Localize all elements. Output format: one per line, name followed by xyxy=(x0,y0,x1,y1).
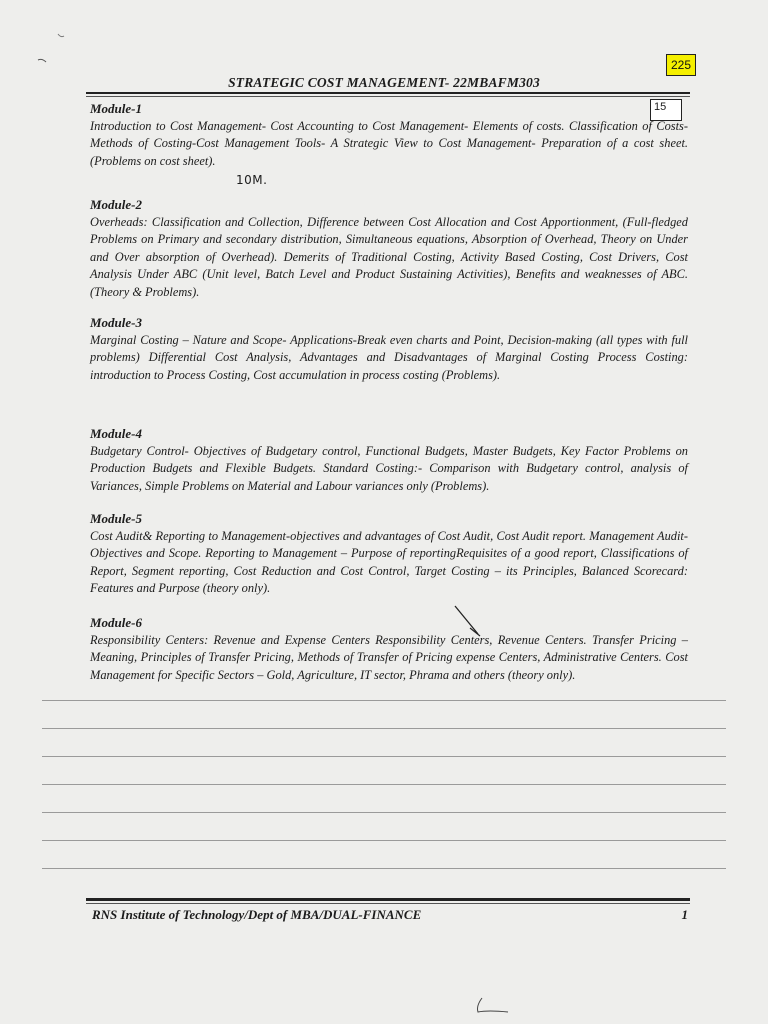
marks-box: 15 xyxy=(650,99,682,121)
pen-stroke-mark xyxy=(38,59,46,62)
module-2 xyxy=(90,197,688,315)
footer-institute: RNS Institute of Technology/Dept of MBA/DUAL-FINANCE xyxy=(92,907,422,922)
footer-rule-thin xyxy=(86,903,690,904)
pen-stroke-mark xyxy=(58,34,64,37)
module-3 xyxy=(90,315,688,426)
page-footer xyxy=(92,907,688,923)
module-heading: Module-1 xyxy=(90,101,142,116)
writing-line xyxy=(42,840,726,841)
pen-stroke-mark xyxy=(478,998,509,1012)
page-stamp: 225 xyxy=(666,54,696,76)
module-text: Overheads: Classification and Collection, Difference between Cost Allocation and Cost Apportionment, (Full-fledged Problems on Primary and secondary distribution, Simultaneous equations, Absorption of Overhead, Theory on Under and Over absorption of Overhead). Demerits of Traditional Costing, Activity Based Costing, Cost Drivers, Cost Analysis Under ABC (Unit level, Batch Level and Product Sustaining Activities), Benefits and weaknesses of ABC. (Theory & Problems). xyxy=(90,215,688,299)
module-heading: Module-4 xyxy=(90,426,142,441)
footer-rule xyxy=(86,898,690,901)
writing-line xyxy=(42,700,726,701)
header-rule xyxy=(86,92,690,94)
handwritten-marks-note: 10M. xyxy=(236,173,268,187)
module-heading: Module-5 xyxy=(90,511,142,526)
page-number: 1 xyxy=(681,907,688,922)
writing-line xyxy=(42,728,726,729)
module-6 xyxy=(90,615,688,684)
module-text: Responsibility Centers: Revenue and Expense Centers Responsibility Centers, Revenue Centers. Transfer Pricing – Meaning, Principles of Transfer Pricing, Methods of Transfer of Pricing expense Centers, Administrative Centers. Cost Management for Specific Sectors – Gold, Agriculture, IT sector, Phrama and others (theory only). xyxy=(90,633,688,682)
module-text: Introduction to Cost Management- Cost Accounting to Cost Management- Elements of costs. Classification of Costs-Methods of Costing-Cost Management Tools- A Strategic View to Cost Management- Preparation of a cost sheet. (Problems on cost sheet). xyxy=(90,119,688,168)
module-heading: Module-6 xyxy=(90,615,142,630)
module-heading: Module-3 xyxy=(90,315,142,330)
module-4 xyxy=(90,426,688,511)
module-5 xyxy=(90,511,688,615)
writing-line xyxy=(42,868,726,869)
page-title: STRATEGIC COST MANAGEMENT- 22MBAFM303 xyxy=(228,75,540,90)
module-text: Cost Audit& Reporting to Management-objectives and advantages of Cost Audit, Cost Audit report. Management Audit- Objectives and Scope. Reporting to Management – Purpose of reportingRequisites of a good report, Classifications of Report, Segment reporting, Cost Reduction and Cost Control, Target Costing – its Principles, Balanced Scorecard: Features and Purpose (theory only). xyxy=(90,529,688,596)
syllabus-content xyxy=(90,101,688,684)
header-rule-thin xyxy=(86,96,690,97)
writing-line xyxy=(42,812,726,813)
writing-line xyxy=(42,784,726,785)
module-text: Budgetary Control- Objectives of Budgetary control, Functional Budgets, Master Budgets, Key Factor Problems on Production Budgets and Flexible Budgets. Standard Costing:- Comparison with Budgetary control, analysis of Variances, Simple Problems on Material and Labour variances only (Problems). xyxy=(90,444,688,493)
module-heading: Module-2 xyxy=(90,197,142,212)
module-text: Marginal Costing – Nature and Scope- Applications-Break even charts and Point, Decision-making (all types with full problems) Differential Cost Analysis, Advantages and Disadvantages of Marginal Costing Process Costing: introduction to Process Costing, Cost accumulation in process costing (Problems). xyxy=(90,333,688,382)
module-1 xyxy=(90,101,688,197)
writing-lines xyxy=(42,700,726,896)
writing-line xyxy=(42,756,726,757)
